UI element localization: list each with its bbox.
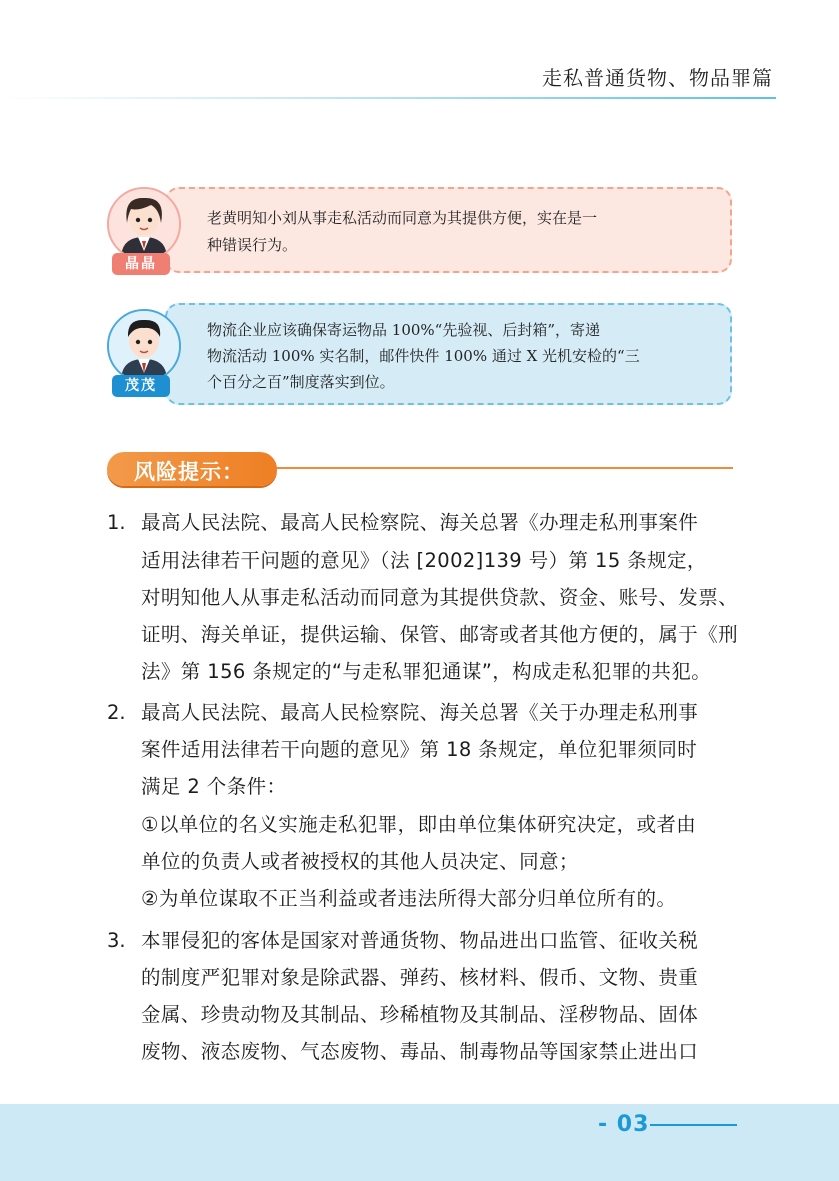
item-line: 证明、海关单证，提供运输、保管、邮寄或者其他方便的，属于《刑 [141,623,739,646]
footer-band [0,1104,839,1181]
avatar-jingjing [107,187,181,261]
section-title: 风险提示： [134,459,244,484]
item-line: 的制度严犯罪对象是除武器、弹药、核材料、假币、文物、贵重 [141,966,699,989]
section-divider [275,467,733,469]
item-line: 单位的负责人或者被授权的其他人员决定、同意； [141,850,579,873]
item-line: ②为单位谋取不正当利益或者违法所得大部分归单位所有的。 [141,887,677,910]
item-line: 最高人民法院、最高人民检察院、海关总署《办理走私刑事案件 [141,511,699,534]
item-line: 法》第 156 条规定的“与走私罪犯通谋”，构成走私犯罪的共犯。 [141,660,712,683]
speaker-tag-maomao: 茂茂 [112,375,170,397]
item-number: 1. [107,511,126,534]
avatar-maomao [107,309,181,383]
speech-line: 种错误行为。 [207,236,298,254]
page-number: - 03 [598,1112,650,1137]
item-line: 最高人民法院、最高人民检察院、海关总署《关于办理走私刑事 [141,701,699,724]
speech-line: 物流企业应该确保寄运物品 100%“先验视、后封箱”，寄递 [207,321,600,339]
item-number: 3. [107,929,126,952]
item-line: 金属、珍贵动物及其制品、珍稀植物及其制品、淫秽物品、固体 [141,1003,699,1026]
speech-line: 物流活动 100% 实名制，邮件快件 100% 通过 X 光机安检的“三 [207,347,640,365]
speech-line: 老黄明知小刘从事走私活动而同意为其提供方便，实在是一 [207,209,598,227]
girl-avatar-icon [109,189,179,259]
page-number-rule [650,1124,737,1126]
speech-bubble-maomao [165,303,732,405]
speaker-tag-jingjing: 晶晶 [112,253,170,275]
item-number: 2. [107,701,126,724]
running-header-title: 走私普通货物、物品罪篇 [542,66,773,90]
item-line: ①以单位的名义实施走私犯罪，即由单位集体研究决定，或者由 [141,813,697,836]
item-line: 本罪侵犯的客体是国家对普通货物、物品进出口监管、征收关税 [141,929,699,952]
item-line: 废物、液态废物、气态废物、毒品、制毒物品等国家禁止进出口 [141,1040,699,1063]
item-line: 对明知他人从事走私活动而同意为其提供贷款、资金、账号、发票、 [141,586,739,609]
item-line: 适用法律若干问题的意见》（法 [2002]139 号）第 15 条规定， [141,549,707,572]
item-line: 满足 2 个条件： [141,775,287,798]
boy-avatar-icon [109,311,179,381]
item-line: 案件适用法律若干向题的意见》第 18 条规定，单位犯罪须同时 [141,738,698,761]
speech-line: 个百分之百”制度落实到位。 [207,373,395,391]
header-divider [0,97,776,99]
speech-bubble-jingjing [165,187,732,273]
